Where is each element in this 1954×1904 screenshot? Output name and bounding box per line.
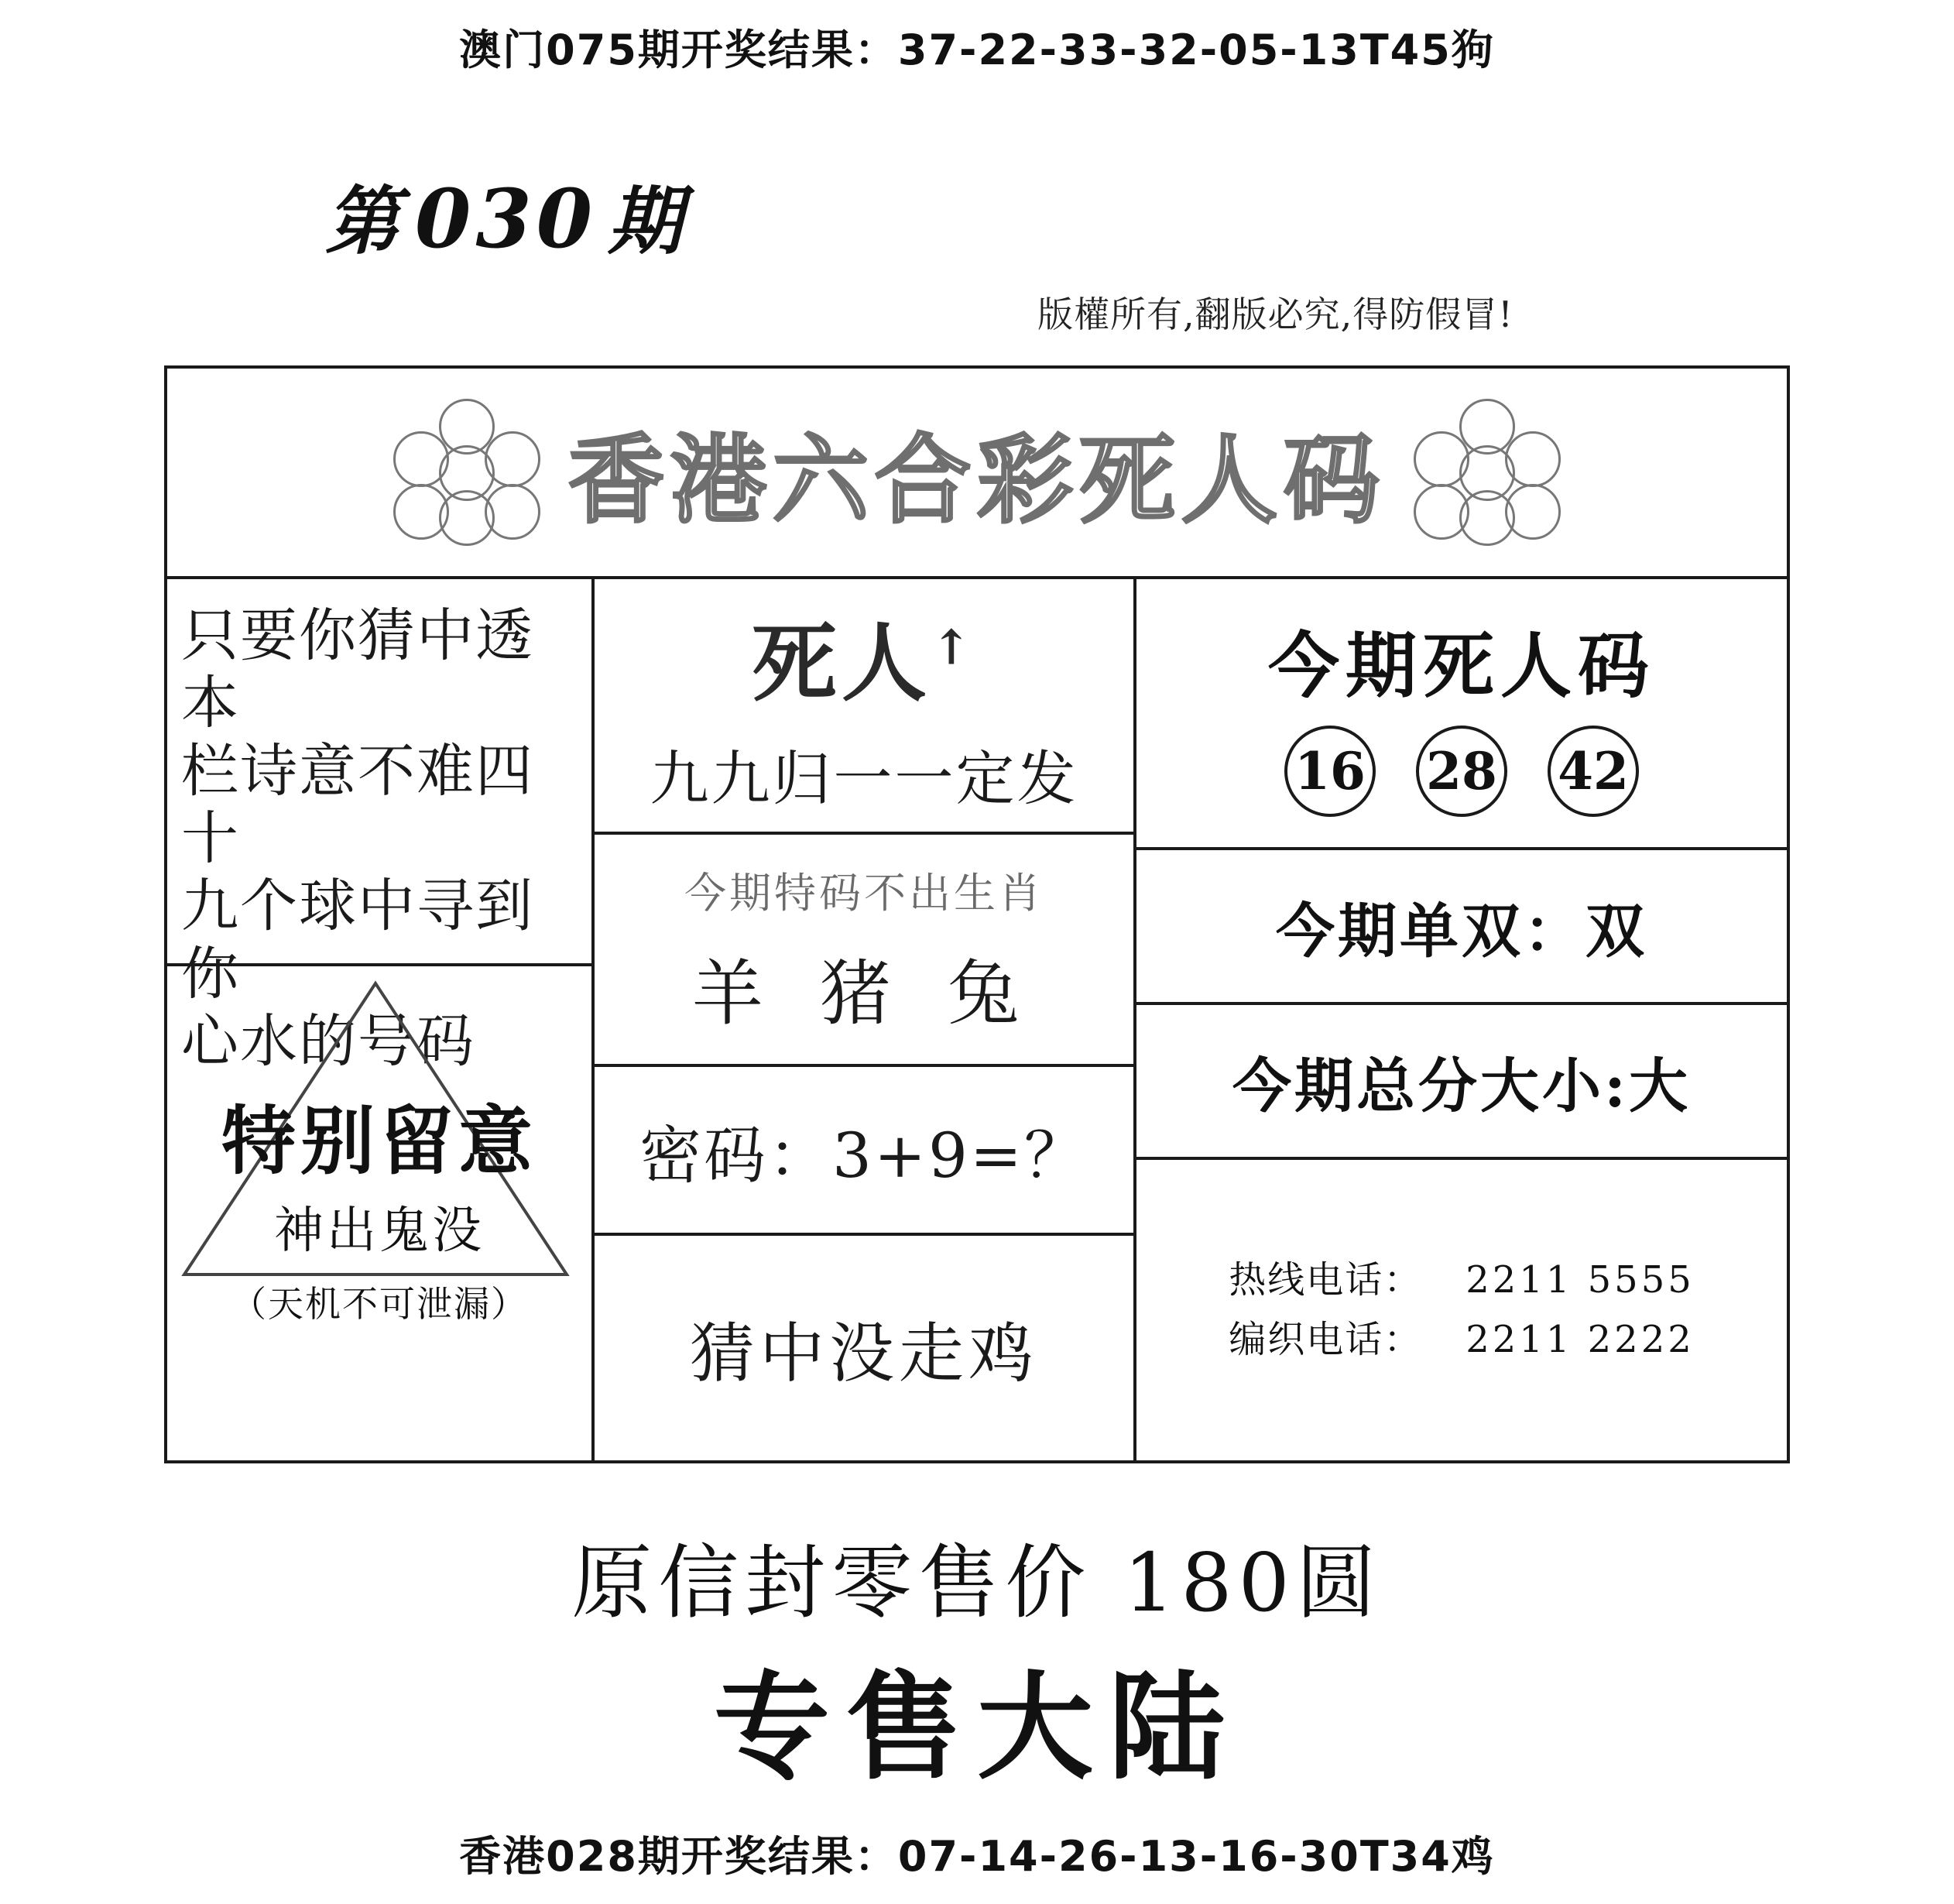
phone-label: 编织电话： (1229, 1318, 1423, 1361)
banner-row (167, 369, 1787, 579)
phone-row (1229, 1250, 1695, 1310)
special-notice-footnote: （天机不可泄漏） (231, 1283, 528, 1325)
poem-line: 心水的号码 (181, 1007, 475, 1075)
code-riddle: 密码：3+9=？ (639, 1119, 1088, 1192)
up-arrow-icon: ↑ (931, 618, 976, 675)
banner-title: 香港六合彩死人码 (567, 424, 1386, 537)
promo-main: 专售大陆 (713, 1659, 1240, 1796)
issue-number (325, 163, 687, 269)
phones-cell (1136, 1160, 1787, 1460)
poem-line: 九个球中寻到你 (181, 873, 534, 1007)
guess-line: 猜中没走鸡 (689, 1315, 1038, 1391)
lucky-phrase: 九九归一一定发 (650, 743, 1078, 813)
dead-codes-balls (1284, 726, 1639, 817)
code-ball: 28 (1416, 726, 1507, 817)
special-notice-title: 特别留意 (221, 1097, 537, 1185)
right-column (1136, 579, 1787, 1460)
phone-row (1229, 1310, 1695, 1370)
odd-even-value: 今期单双：双 (1276, 896, 1647, 966)
size-cell (1136, 1005, 1787, 1160)
main-frame (164, 365, 1790, 1463)
special-notice-subtitle: 神出鬼没 (274, 1202, 485, 1260)
left-column (167, 579, 595, 1460)
poem-line: 栏诗意不难四十 (181, 737, 534, 872)
code-riddle-cell (595, 1067, 1133, 1236)
zodiac-label: 今期特码不出生肖 (684, 868, 1044, 918)
odd-even-cell (1136, 850, 1787, 1005)
poem-cell (167, 579, 591, 1075)
middle-column (595, 579, 1136, 1460)
code-ball: 42 (1548, 726, 1639, 817)
issue-digits: 030 (415, 171, 598, 266)
dead-man-heading (752, 595, 976, 718)
dead-codes-title: 今期死人码 (1267, 624, 1655, 708)
special-notice-cell (167, 966, 591, 1460)
guess-cell (595, 1236, 1133, 1460)
phone-number: 2211 5555 (1466, 1258, 1695, 1302)
content-columns (167, 579, 1787, 1460)
code-ball: 16 (1284, 726, 1376, 817)
flower-icon-right (1406, 399, 1568, 546)
promo-price: 原信封零售价 180圆 (571, 1535, 1383, 1630)
zodiac-cell (595, 835, 1133, 1067)
flower-icon (386, 399, 548, 546)
zodiac-list: 羊 猪 兔 (691, 952, 1037, 1035)
bottom-draw-result: 香港028期开奖结果：07-14-26-13-16-30T34鸡 (459, 1832, 1495, 1881)
phone-label: 热线电话： (1229, 1258, 1423, 1302)
phone-number: 2211 2222 (1466, 1318, 1695, 1361)
dead-man-cell (595, 579, 1133, 835)
size-value: 今期总分大小:大 (1232, 1051, 1692, 1120)
top-draw-result: 澳门075期开奖结果：37-22-33-32-05-13T45狗 (459, 26, 1495, 74)
issue-prefix: 第 (325, 177, 404, 265)
dead-man-text: 死人 (752, 612, 932, 713)
issue-suffix: 期 (608, 177, 687, 265)
poem-line: 只要你猜中透本 (181, 602, 534, 737)
phone-list (1229, 1250, 1695, 1370)
dead-codes-cell (1136, 579, 1787, 850)
copyright-notice: 版權所有,翻版必究,得防假冒! (1037, 293, 1513, 335)
